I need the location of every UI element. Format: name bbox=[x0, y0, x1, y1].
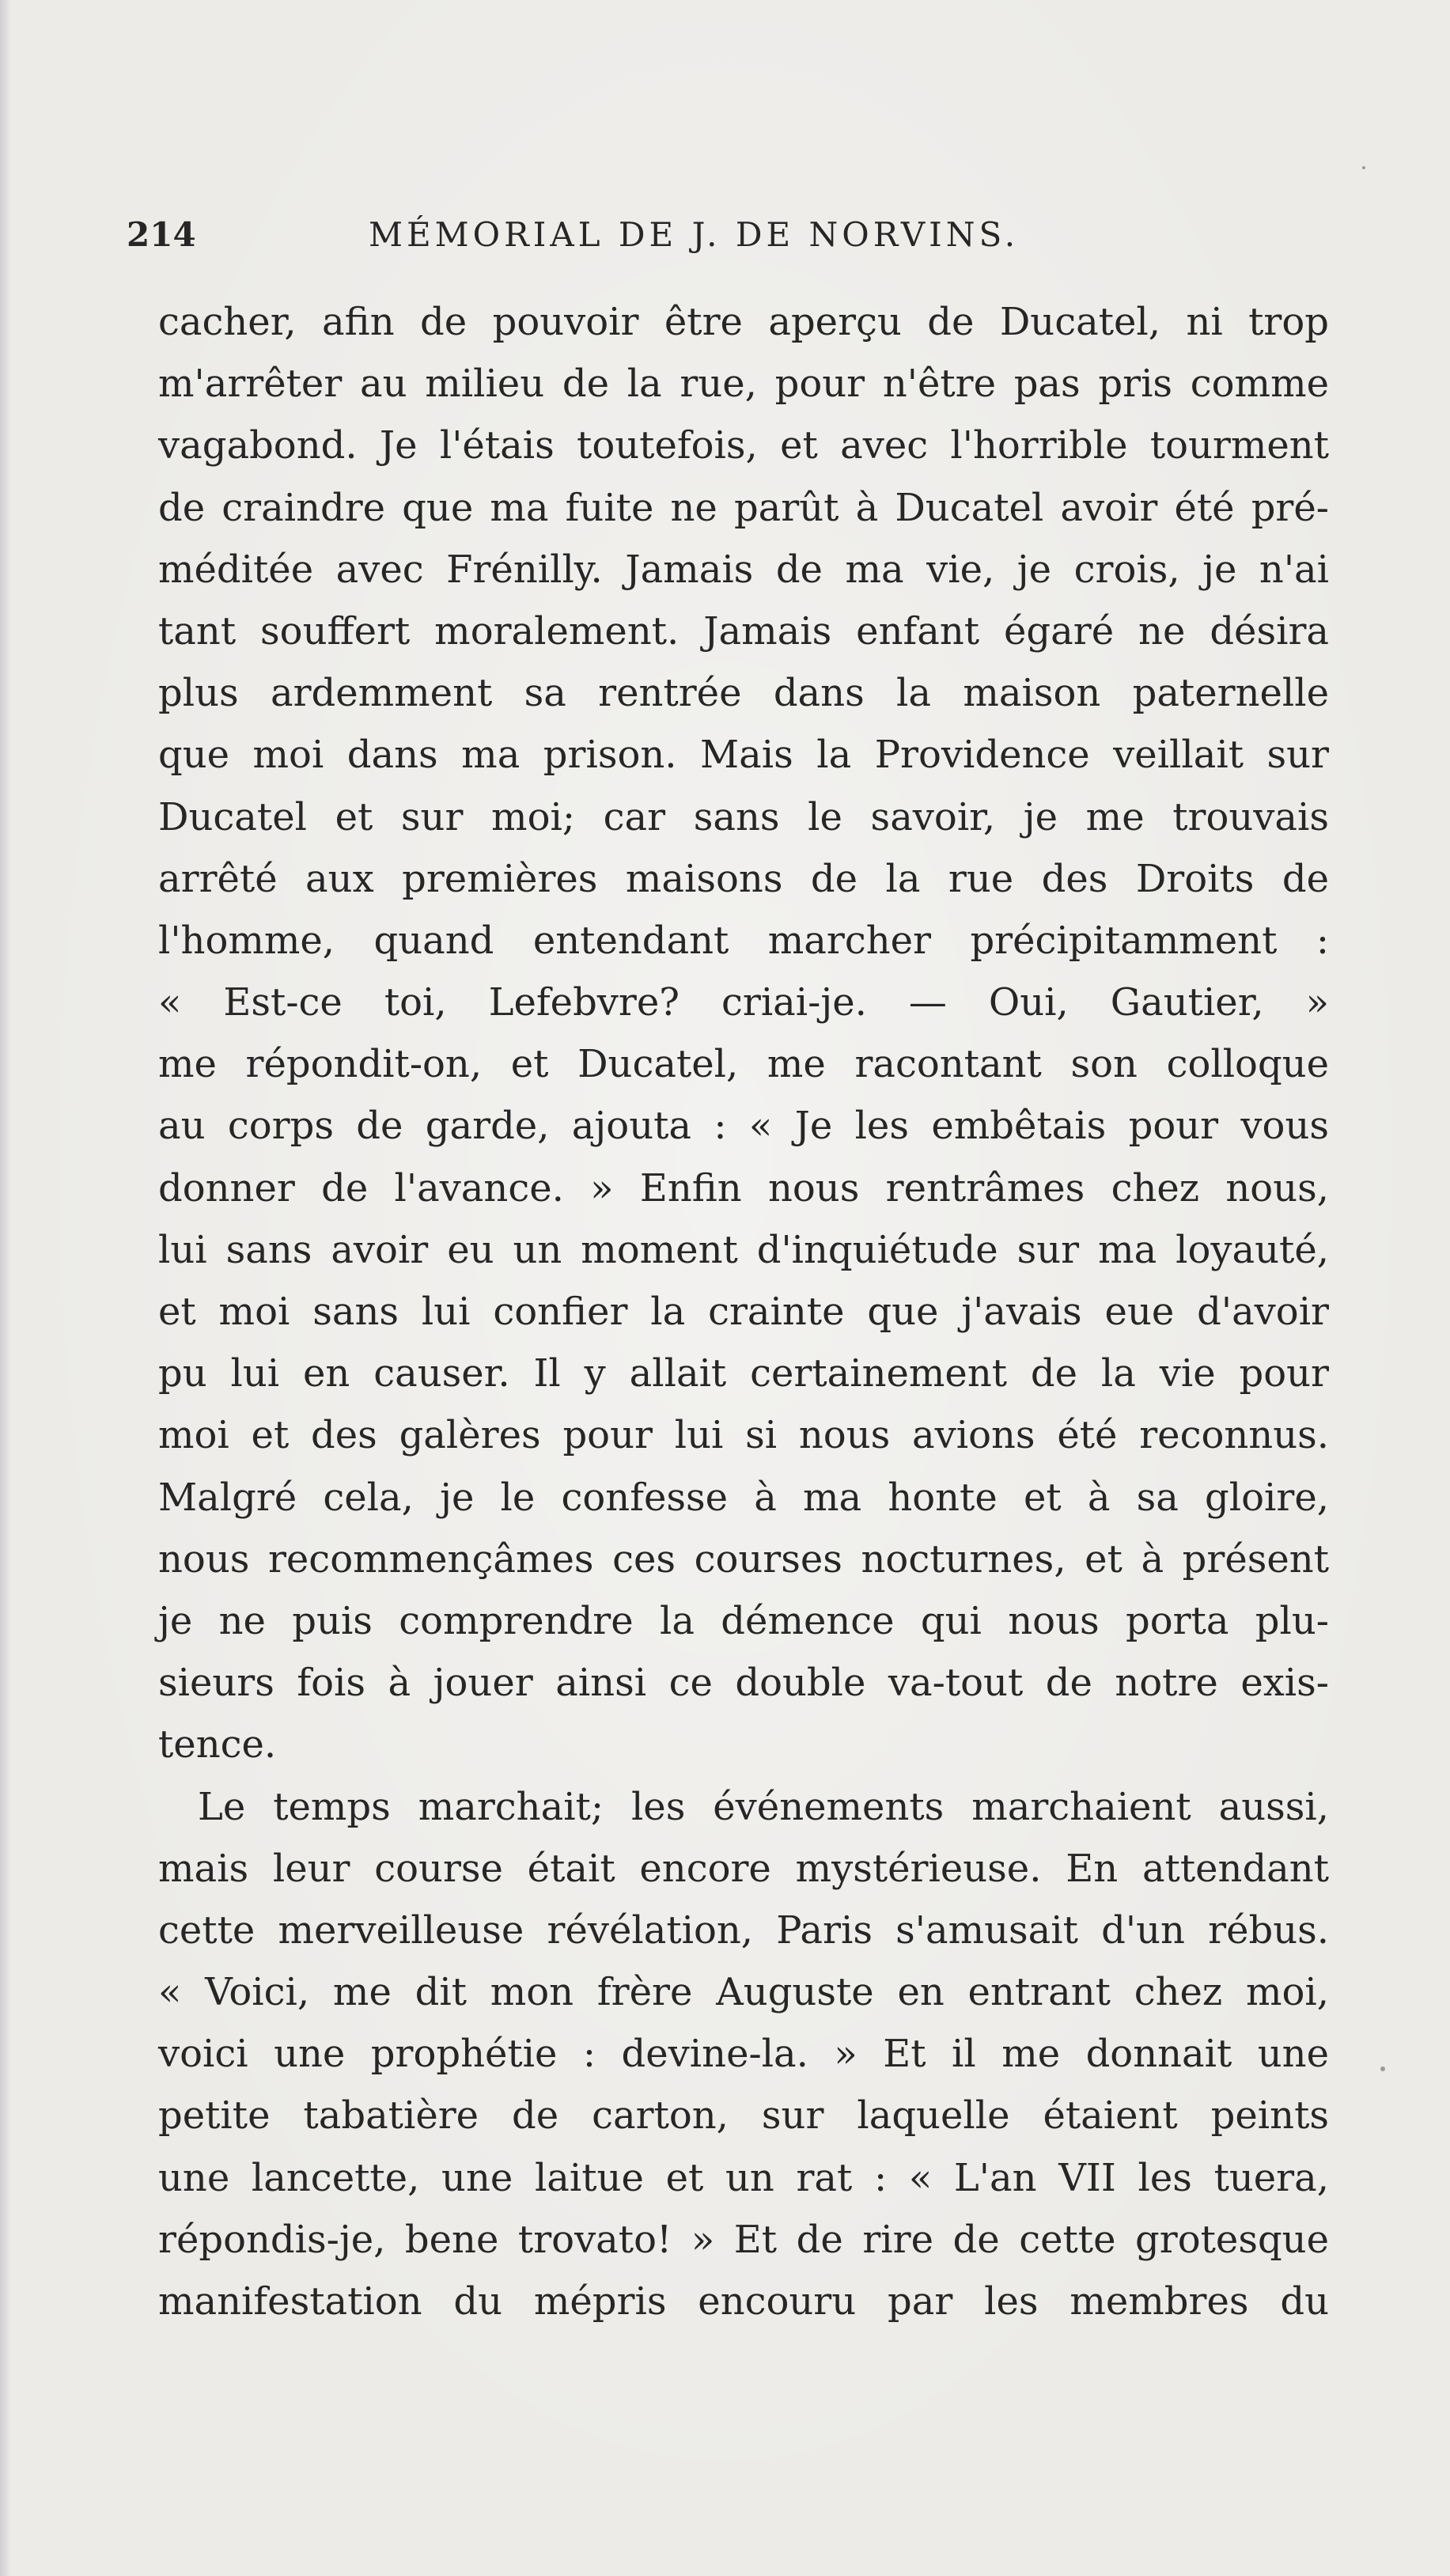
text-line: m'arrêter au milieu de la rue, pour n'être pas pris comme bbox=[158, 362, 1329, 407]
text-line: lui sans avoir eu un moment d'inquiétude sur ma loyauté, bbox=[158, 1227, 1329, 1272]
text-line: moi et des galères pour lui si nous avions été reconnus. bbox=[158, 1413, 1329, 1458]
text-line: cette merveilleuse révélation, Paris s'amusait d'un rébus. bbox=[158, 1907, 1329, 1953]
text-line: répondis-je, bene trovato! » Et de rire de cette grotesque bbox=[158, 2217, 1329, 2262]
text-line: arrêté aux premières maisons de la rue des Droits de bbox=[158, 856, 1329, 901]
text-line: nous recommençâmes ces courses nocturnes, et à présent bbox=[158, 1536, 1329, 1582]
paper-speck bbox=[1362, 166, 1365, 169]
text-line: « Est-ce toi, Lefebvre? criai-je. — Oui, Gautier, » bbox=[158, 980, 1329, 1025]
text-line: mais leur course était encore mystérieuse. En attendant bbox=[158, 1846, 1329, 1891]
text-line: tant souffert moralement. Jamais enfant égaré ne désira bbox=[158, 608, 1329, 653]
text-line: plus ardemment sa rentrée dans la maison paternelle bbox=[158, 671, 1329, 716]
paper-speck bbox=[1380, 2066, 1385, 2071]
text-line: pu lui en causer. Il y allait certainement de la vie pour bbox=[158, 1351, 1329, 1396]
running-header bbox=[127, 215, 1345, 263]
text-line: donner de l'avance. » Enfin nous rentrâmes chez nous, bbox=[158, 1165, 1329, 1210]
text-line: sieurs fois à jouer ainsi ce double va-tout de notre exis- bbox=[158, 1661, 1329, 1706]
text-line: voici une prophétie : devine-la. » Et il me donnait une bbox=[158, 2032, 1329, 2077]
page-edge-shadow bbox=[0, 0, 11, 2576]
paragraph-start-line: Le temps marchait; les événements marchaient aussi, bbox=[198, 1784, 1329, 1829]
page-number: 214 bbox=[127, 215, 196, 254]
running-title: MÉMORIAL DE J. DE NORVINS. bbox=[369, 215, 1020, 254]
text-line: cacher, afin de pouvoir être aperçu de Ducatel, ni trop bbox=[158, 300, 1329, 344]
paragraph-end-line: tence. bbox=[158, 1722, 277, 1767]
text-line: une lancette, une laitue et un rat : « L'an VII les tuera, bbox=[158, 2155, 1329, 2200]
text-line: « Voici, me dit mon frère Auguste en entrant chez moi, bbox=[158, 1970, 1329, 2015]
body-text bbox=[158, 291, 1329, 2332]
text-line: de craindre que ma fuite ne parût à Ducatel avoir été pré- bbox=[158, 485, 1329, 530]
text-line: manifestation du mépris encouru par les membres du bbox=[158, 2279, 1329, 2324]
text-line: que moi dans ma prison. Mais la Providence veillait sur bbox=[158, 733, 1329, 778]
text-line: Ducatel et sur moi; car sans le savoir, je me trouvais bbox=[158, 794, 1329, 839]
text-line: méditée avec Frénilly. Jamais de ma vie, je crois, je n'ai bbox=[158, 547, 1329, 592]
text-line: me répondit-on, et Ducatel, me racontant son colloque bbox=[158, 1042, 1329, 1087]
text-line: et moi sans lui confier la crainte que j'avais eue d'avoir bbox=[158, 1290, 1329, 1334]
text-line: au corps de garde, ajouta : « Je les embêtais pour vous bbox=[158, 1104, 1329, 1149]
text-line: vagabond. Je l'étais toutefois, et avec l'horrible tourment bbox=[158, 423, 1329, 468]
text-line: l'homme, quand entendant marcher précipitamment : bbox=[158, 918, 1329, 963]
text-line: Malgré cela, je le confesse à ma honte et à sa gloire, bbox=[158, 1475, 1329, 1520]
text-line: je ne puis comprendre la démence qui nous porta plu- bbox=[158, 1598, 1329, 1643]
text-line: petite tabatière de carton, sur laquelle étaient peints bbox=[158, 2093, 1329, 2138]
